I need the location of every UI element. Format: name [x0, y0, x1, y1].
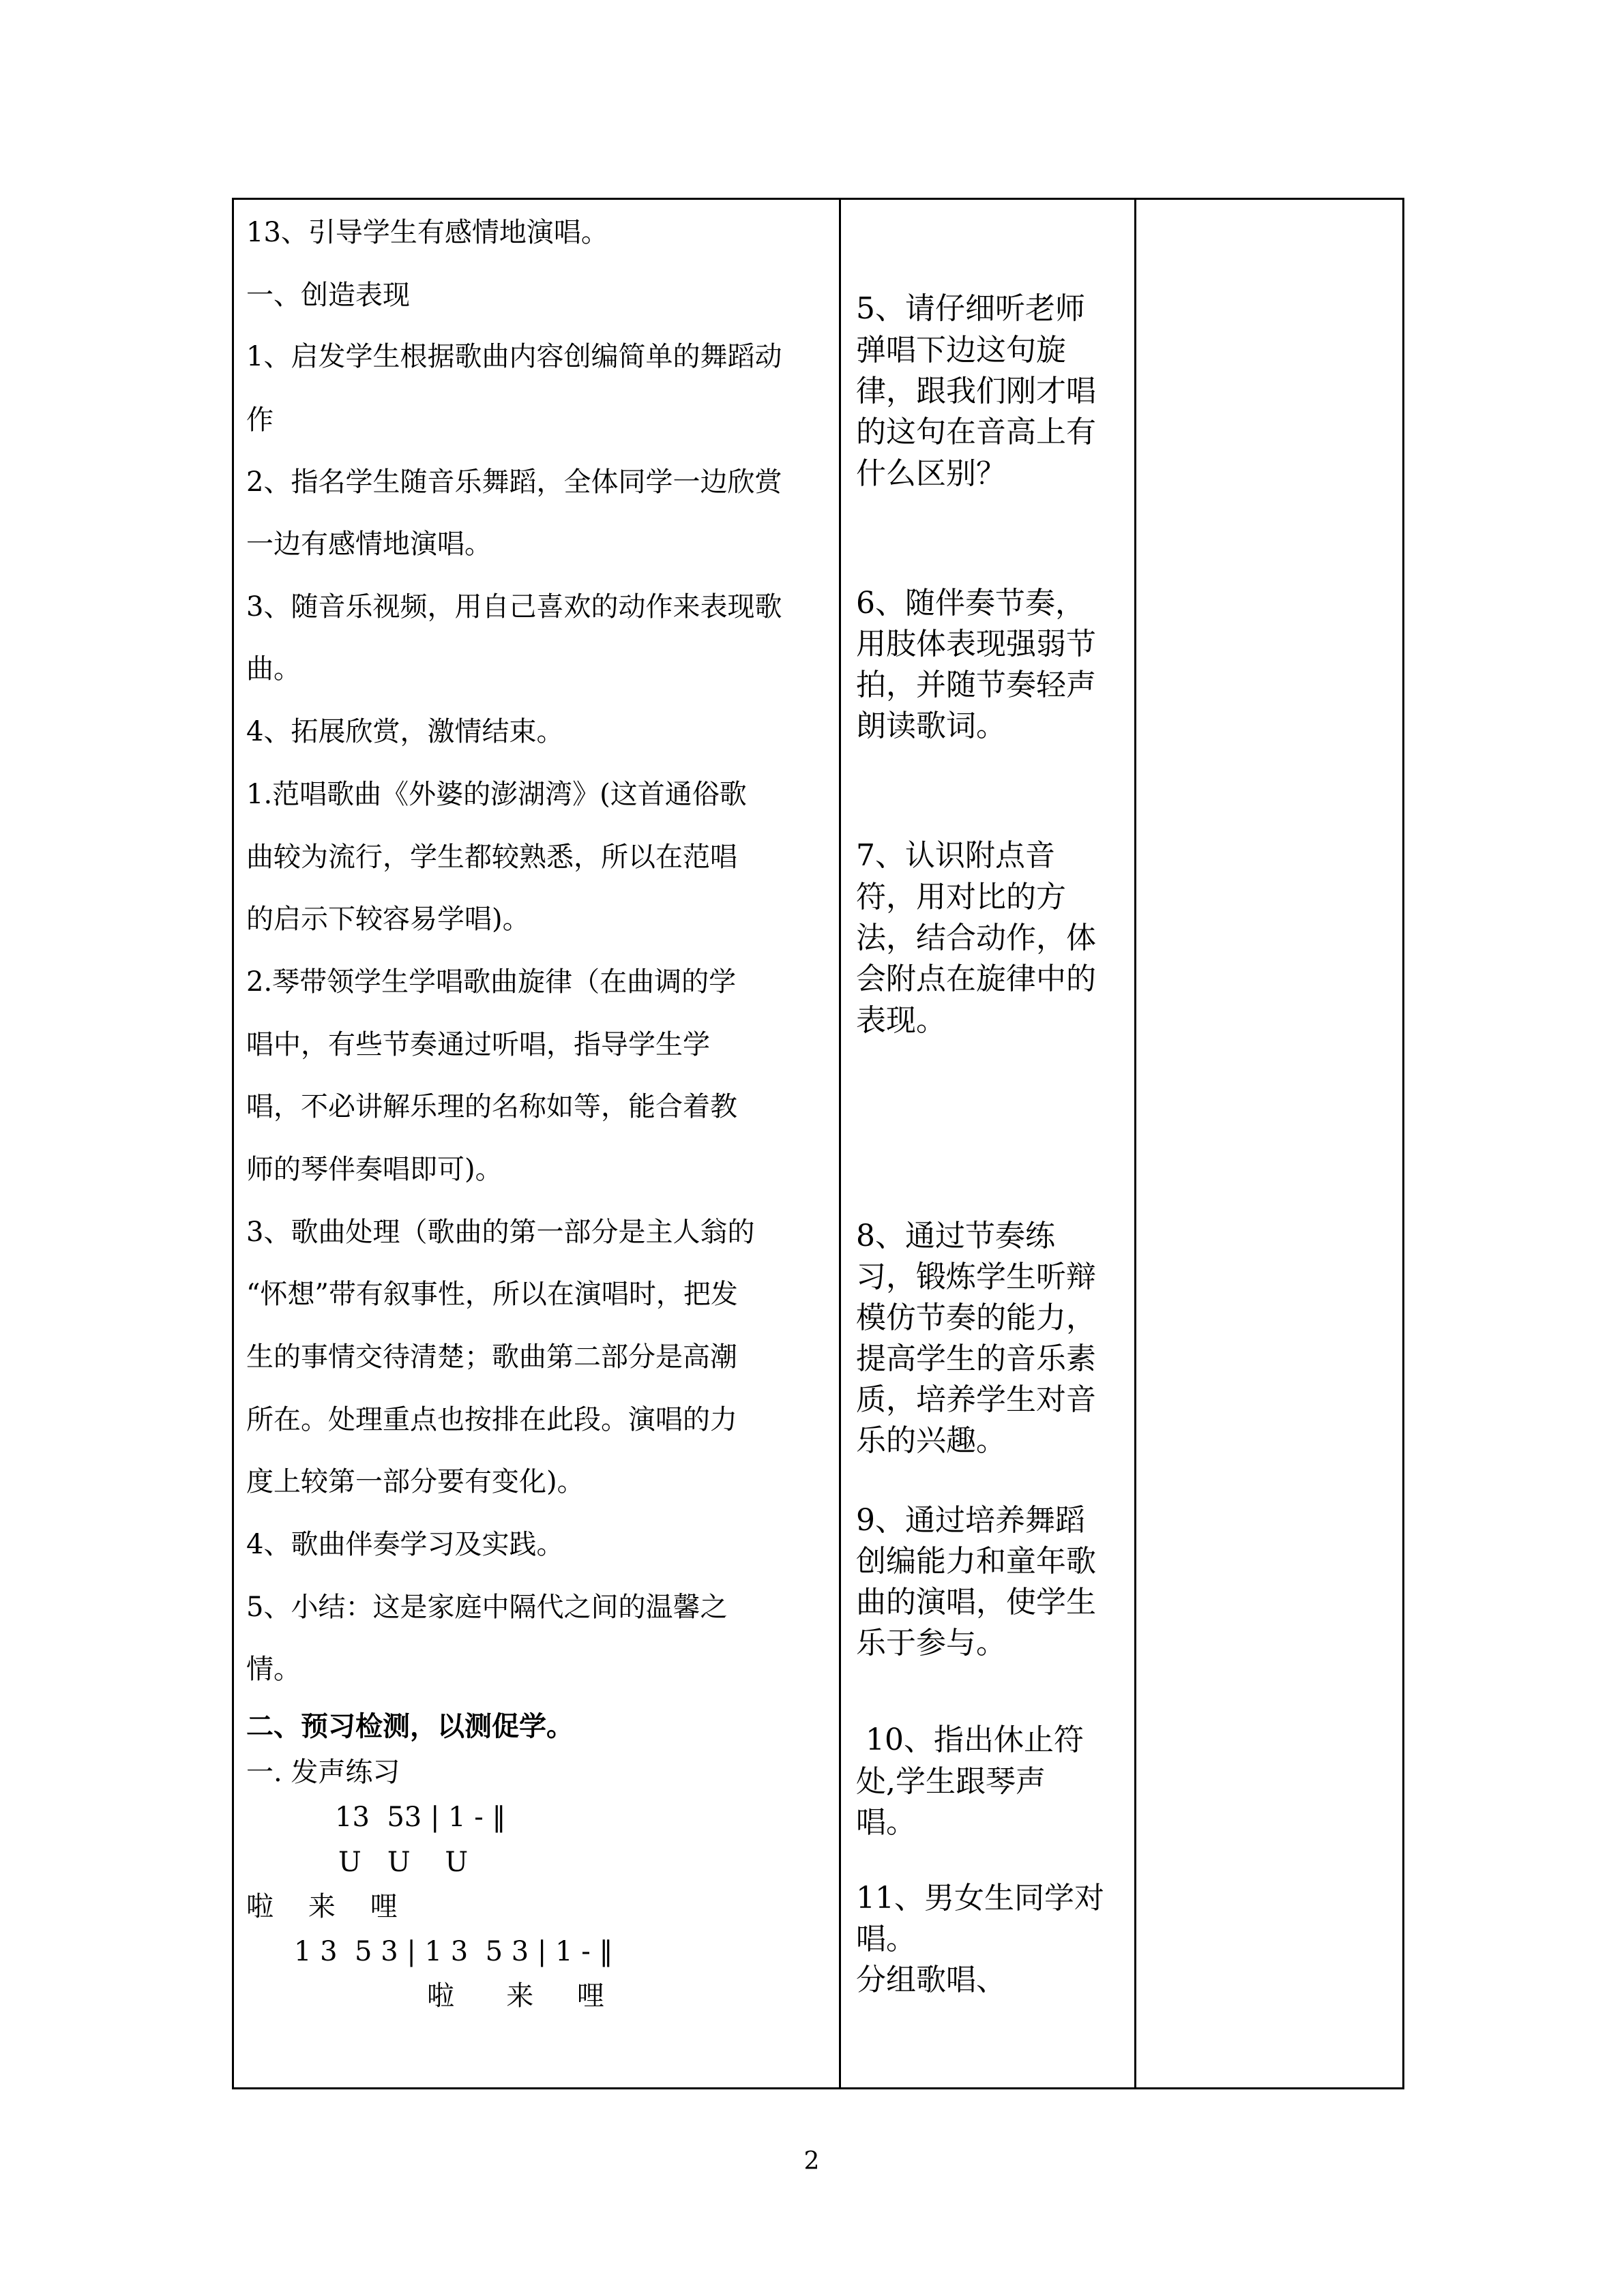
design-intent-column [856, 200, 1129, 2087]
text-line: 师的琴伴奏唱即可)。 [246, 1154, 503, 1185]
teaching-process-column [246, 200, 833, 2087]
notation-line: 1 3 5 3 | 1 3 5 3 | 1 - ‖ [294, 1936, 613, 1967]
lyric-line: 啦 来 哩 [427, 1980, 604, 2012]
text-line: 的这句在音高上有 [856, 415, 1096, 449]
text-line: 分组歌唱、 [856, 1963, 1006, 1997]
lesson-table [232, 198, 1404, 2089]
text-line: 用肢体表现强弱节 [856, 627, 1096, 661]
text-line: “怀想”带有叙事性，所以在演唱时，把发 [246, 1279, 738, 1310]
notes-column [1138, 200, 1402, 2087]
text-line: 2、指名学生随音乐舞蹈，全体同学一边欣赏 [246, 466, 782, 498]
text-line: 7、认识附点音 [856, 838, 1055, 873]
text-line: 唱，不必讲解乐理的名称如等，能合着教 [246, 1091, 737, 1122]
text-line: 5、小结：这是家庭中隔代之间的温馨之 [246, 1592, 728, 1623]
text-line: 1.范唱歌曲《外婆的澎湖湾》(这首通俗歌 [246, 779, 747, 810]
column-divider-2 [1134, 200, 1136, 2087]
text-line: 符，用对比的方 [856, 880, 1066, 914]
text-line: 律，跟我们刚才唱 [856, 374, 1096, 408]
text-line: 提高学生的音乐素 [856, 1341, 1096, 1376]
text-line: 2.琴带领学生学唱歌曲旋律（在曲调的学 [246, 966, 737, 998]
text-line: 1、启发学生根据歌曲内容创编简单的舞蹈动 [246, 341, 782, 372]
text-line: 法，结合动作，体 [856, 921, 1096, 955]
text-line: 什么区别？ [856, 456, 1006, 491]
lyric-line: 啦 来 哩 [246, 1891, 398, 1922]
text-line: 度上较第一部分要有变化)。 [246, 1466, 585, 1497]
text-line: 一. 发声练习 [246, 1757, 400, 1788]
text-line: 朗读歌词。 [856, 709, 1006, 743]
text-line: 处,学生跟琴声 [856, 1764, 1046, 1799]
text-line: 8、通过节奏练 [856, 1219, 1055, 1253]
text-line: 质，培养学生对音 [856, 1382, 1096, 1417]
text-line: 乐于参与。 [856, 1626, 1006, 1660]
text-line: 乐的兴趣。 [856, 1423, 1006, 1458]
text-line: 作 [246, 404, 274, 436]
text-line: 一、创造表现 [246, 280, 410, 311]
notation-line: 13 53 | 1 - ‖ [335, 1802, 506, 1833]
text-line: 6、随伴奏节奏， [856, 586, 1085, 621]
text-line: 创编能力和童年歌 [856, 1544, 1096, 1579]
text-line: 会附点在旋律中的 [856, 961, 1096, 996]
text-line: 表现。 [856, 1003, 946, 1038]
text-line: 弹唱下边这句旋 [856, 333, 1066, 368]
text-line: 唱。 [856, 1922, 916, 1956]
text-line: 一边有感情地演唱。 [246, 528, 492, 560]
text-line: 生的事情交待清楚；歌曲第二部分是高潮 [246, 1341, 737, 1373]
text-line: 曲。 [246, 653, 301, 685]
text-line: 4、歌曲伴奏学习及实践。 [246, 1529, 564, 1560]
text-line: 模仿节奏的能力， [856, 1300, 1096, 1335]
page-number: 2 [803, 2147, 820, 2175]
text-line: 情。 [246, 1654, 301, 1685]
text-line: 拍，并随节奏轻声 [856, 668, 1096, 702]
text-line: 9、通过培养舞蹈 [856, 1503, 1085, 1538]
section-heading: 二、预习检测，以测促学。 [246, 1710, 574, 1742]
column-divider-1 [839, 200, 841, 2087]
text-line: 所在。处理重点也按排在此段。演唱的力 [246, 1404, 737, 1435]
text-line: 唱。 [856, 1805, 916, 1840]
text-line: 13、引导学生有感情地演唱。 [246, 217, 608, 248]
notation-line: U U U [338, 1847, 469, 1878]
text-line: 10、指出休止符 [856, 1723, 1084, 1757]
text-line: 5、请仔细听老师 [856, 291, 1085, 326]
text-line: 4、拓展欣赏，激情结束。 [246, 716, 564, 747]
text-line: 3、随音乐视频，用自己喜欢的动作来表现歌 [246, 591, 782, 623]
text-line: 11、男女生同学对 [856, 1881, 1104, 1915]
text-line: 的启示下较容易学唱)。 [246, 904, 530, 935]
text-line: 曲的演唱，使学生 [856, 1585, 1096, 1620]
text-line: 唱中，有些节奏通过听唱，指导学生学 [246, 1029, 710, 1060]
text-line: 曲较为流行，学生都较熟悉，所以在范唱 [246, 841, 737, 873]
text-line: 习，锻炼学生听辩 [856, 1259, 1096, 1294]
text-line: 3、歌曲处理（歌曲的第一部分是主人翁的 [246, 1217, 755, 1248]
